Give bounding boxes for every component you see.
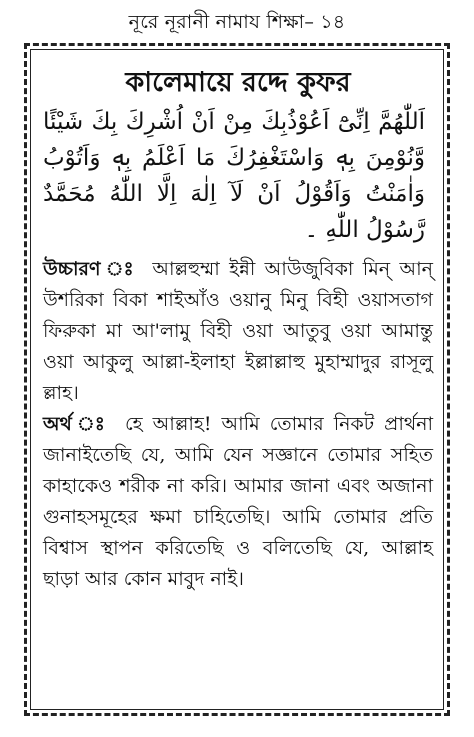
meaning-text: হে আল্লাহ! আমি তোমার নিকট প্রার্থনা জানাইতেছি যে, আমি যেন সজ্ঞানে তোমার সহিত কাহাকেও শরীক না করি। আমার জানা এবং অজানা গুনাহসমূহের ক্ষমা চাহিতেছি। আমি তোমার প্রতি বিশ্বাস স্থাপন করিতেছি ও বলিতেছি যে, আল্লাহ ছাড়া আর কোন মাবুদ নাই। [43,413,433,590]
pronunciation-text: আল্লহুম্মা ইন্নী আউজুবিকা মিন্ আন্ উশরিকা বিকা শাইআঁও ওয়ানু মিনু বিহী ওয়াসতাগ ফিরুকা মা আ'লামু বিহী ওয়া আতুবু ওয়া আমান্তু ওয়া আকুলু আল্লা-ইলাহা ইল্লাল্লাহু মুহাম্মাদুর রাসূলু ল্লাহ। [43,258,433,404]
meaning-label: অর্থ ঃ [43,413,109,435]
dashed-text-frame [24,43,450,716]
pronunciation-paragraph [43,254,433,409]
meaning-paragraph [43,409,433,595]
pronunciation-label: উচ্চারণ ঃ [43,258,137,280]
arabic-text: اَللّٰهُمَّ اِنِّىْٓ اَعُوْذُبِكَ مِنْ اَنْ اُشْرِكَ بِكَ شَيْئًا وَّنُوْمِنَ بِهٖ وَاسْتَغْفِرُكَ مَا اَعْلَمُ بِهٖ وَاَتُوْبُ وَاٰمَنْتُ وَاَقُوْلُ اَنْ لَآ اِلٰهَ اِلَّا اللّٰهُ مُحَمَّدٌ رَّسُوْلُ اللّٰهِ ۔ [43,109,425,243]
page-header: নূরে নূরানী নামায শিক্ষা– ১৪ [128,11,346,33]
section-title: কালেমায়ে রদ্দে কুফর [125,67,351,98]
